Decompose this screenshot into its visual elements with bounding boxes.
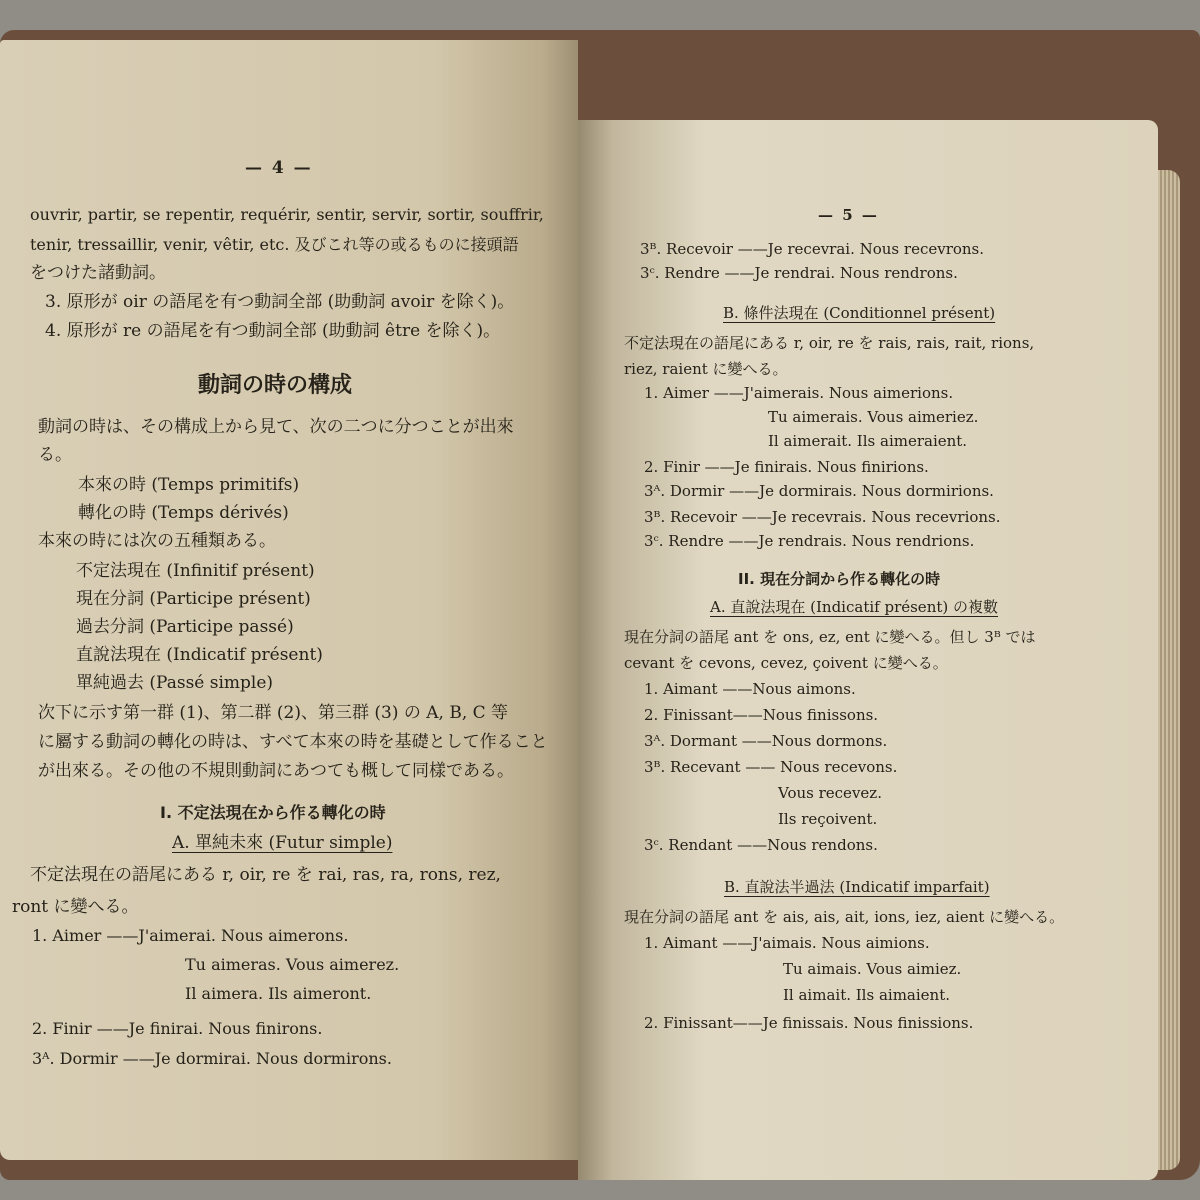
conjugation-line: 3ᶜ. Rendant ——Nous rendons. xyxy=(644,836,878,854)
text-line: ront に變へる。 xyxy=(12,897,139,917)
left-page xyxy=(0,40,578,1160)
conjugation-line: Ils reçoivent. xyxy=(778,810,878,828)
text-line: 轉化の時 (Temps dérivés) xyxy=(78,503,289,523)
text-line: 本來の時には次の五種類ある。 xyxy=(38,531,276,551)
text-line: が出來る。その他の不規則動詞にあつても概して同樣である。 xyxy=(38,761,514,781)
text-line: 動詞の時は、その構成上から見て、次の二つに分つことが出來 xyxy=(38,417,514,437)
conjugation-line: 3ᴬ. Dormant ——Nous dormons. xyxy=(644,732,888,750)
text-line: 不定法現在 (Infinitif présent) xyxy=(76,561,315,581)
text-line: 次下に示す第一群 (1)、第二群 (2)、第三群 (3) の A, B, C 等 xyxy=(38,703,509,723)
conjugation-line: 1. Aimant ——Nous aimons. xyxy=(644,680,856,698)
conjugation-line: Tu aimerais. Vous aimeriez. xyxy=(768,408,979,426)
conjugation-line: 2. Finissant——Je finissais. Nous finissions. xyxy=(644,1014,974,1032)
subsection-title: B. 條件法現在 (Conditionnel présent) xyxy=(723,304,996,322)
text-line: に屬する動詞の轉化の時は、すべて本來の時を基礎として作ること xyxy=(38,732,548,752)
conjugation-line: Il aimerait. Ils aimeraient. xyxy=(768,432,968,450)
conjugation-line: 3ᶜ. Rendre ——Je rendrais. Nous rendrions. xyxy=(644,532,975,550)
subsection-title: A. 單純未來 (Futur simple) xyxy=(172,833,393,853)
text-line: riez, raient に變へる。 xyxy=(624,360,788,378)
subsection-title: A. 直說法現在 (Indicatif présent) の複數 xyxy=(710,598,998,616)
conjugation-line: Vous recevez. xyxy=(778,784,882,802)
text-line: ouvrir, partir, se repentir, requérir, sentir, servir, sortir, souffrir, xyxy=(30,205,544,224)
text-line: 不定法現在の語尾にある r, oir, re を rai, ras, ra, rons, rez, xyxy=(30,865,501,885)
text-line: をつけた諸動詞。 xyxy=(30,263,166,283)
conjugation-line: Il aimera. Ils aimeront. xyxy=(185,984,372,1003)
text-line: 單純過去 (Passé simple) xyxy=(76,673,274,693)
subsection-heading: I. 不定法現在から作る轉化の時 xyxy=(160,803,386,822)
subsection-title: B. 直說法半過法 (Indicatif imparfait) xyxy=(724,878,990,896)
conjugation-line: 2. Finir ——Je finirai. Nous finirons. xyxy=(32,1019,323,1038)
left-page-number: — 4 — xyxy=(245,158,313,178)
text-line: 現在分詞 (Participe présent) xyxy=(76,589,311,609)
conjugation-line: 1. Aimer ——J'aimerai. Nous aimerons. xyxy=(32,926,349,945)
text-line: cevant を cevons, cevez, çoivent に變へる。 xyxy=(624,654,948,672)
conjugation-line: 3ᴮ. Recevoir ——Je recevrais. Nous recevrions. xyxy=(644,508,1001,526)
text-line: 本來の時 (Temps primitifs) xyxy=(78,475,300,495)
text-line: 4. 原形が re の語尾を有つ動詞全部 (助動詞 être を除く)。 xyxy=(45,321,501,341)
conjugation-line: 3ᴮ. Recevoir ——Je recevrai. Nous recevrons. xyxy=(640,240,985,258)
text-line: tenir, tressaillir, venir, vêtir, etc. 及びこれ等の或るものに接頭語 xyxy=(30,235,519,254)
text-line: 現在分詞の語尾 ant を ons, ez, ent に變へる。但し 3ᴮ では xyxy=(624,628,1036,646)
right-page-number: — 5 — xyxy=(818,206,879,224)
text-line: 過去分詞 (Participe passé) xyxy=(76,617,294,637)
text-line: る。 xyxy=(38,445,72,465)
conjugation-line: 3ᴬ. Dormir ——Je dormirai. Nous dormirons. xyxy=(32,1049,392,1068)
text-line: 直說法現在 (Indicatif présent) xyxy=(76,645,323,665)
conjugation-line: Tu aimais. Vous aimiez. xyxy=(783,960,962,978)
text-line: 不定法現在の語尾にある r, oir, re を rais, rais, rait, rions, xyxy=(624,334,1035,352)
section-heading: 動詞の時の構成 xyxy=(198,373,353,398)
conjugation-line: 1. Aimer ——J'aimerais. Nous aimerions. xyxy=(644,384,954,402)
right-page xyxy=(578,120,1158,1180)
conjugation-line: 2. Finir ——Je finirais. Nous finirions. xyxy=(644,458,929,476)
text-line: 3. 原形が oir の語尾を有つ動詞全部 (助動詞 avoir を除く)。 xyxy=(45,292,515,312)
conjugation-line: Il aimait. Ils aimaient. xyxy=(783,986,950,1004)
conjugation-line: 1. Aimant ——J'aimais. Nous aimions. xyxy=(644,934,930,952)
conjugation-line: 3ᶜ. Rendre ——Je rendrai. Nous rendrons. xyxy=(640,264,958,282)
conjugation-line: 2. Finissant——Nous finissons. xyxy=(644,706,879,724)
subsection-heading: II. 現在分詞から作る轉化の時 xyxy=(738,570,941,588)
conjugation-line: Tu aimeras. Vous aimerez. xyxy=(185,955,400,974)
text-line: 現在分詞の語尾 ant を ais, ais, ait, ions, iez, aient に變へる。 xyxy=(624,908,1065,926)
conjugation-line: 3ᴬ. Dormir ——Je dormirais. Nous dormirions. xyxy=(644,482,994,500)
conjugation-line: 3ᴮ. Recevant —— Nous recevons. xyxy=(644,758,898,776)
